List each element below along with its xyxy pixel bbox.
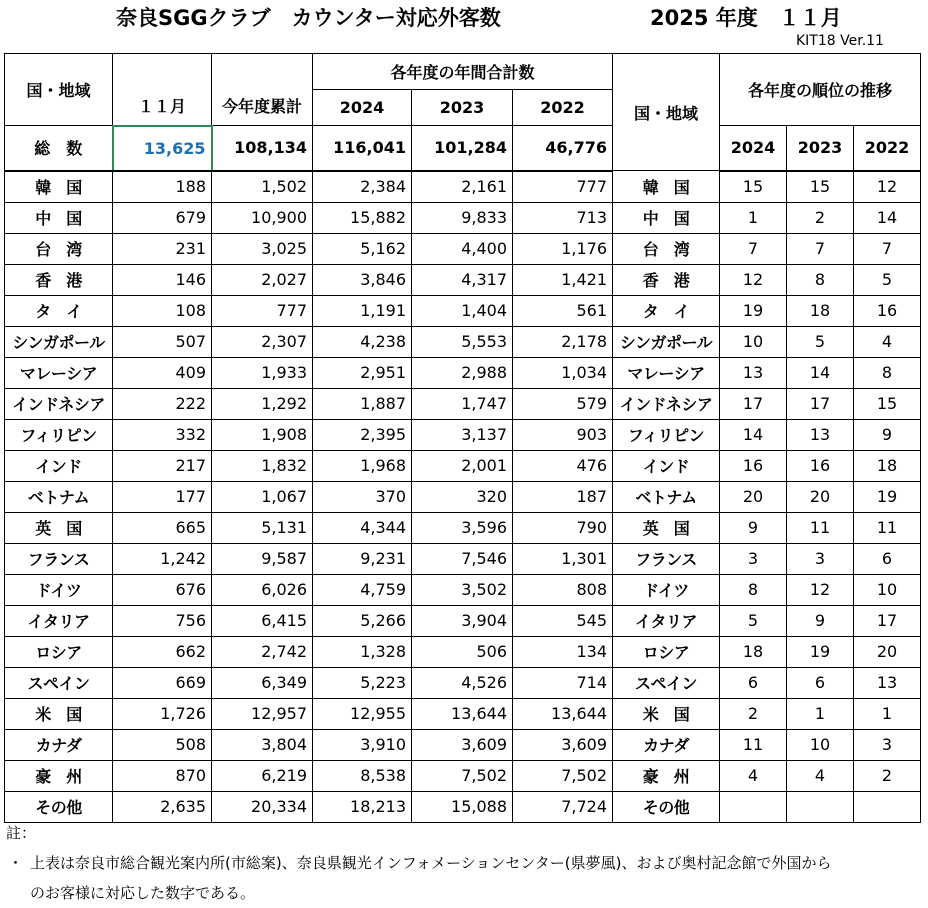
- region-name: インド: [5, 450, 113, 481]
- rank-2024: 1: [720, 202, 787, 233]
- region-name-right: ドイツ: [613, 574, 720, 605]
- rank-2023: 13: [787, 419, 854, 450]
- month-count: 870: [113, 760, 212, 791]
- rank-2022: 14: [854, 202, 921, 233]
- annual-2023: 2,001: [412, 450, 513, 481]
- rank-2023: 2: [787, 202, 854, 233]
- rank-2022: 19: [854, 481, 921, 512]
- region-name: ロシア: [5, 636, 113, 667]
- annual-2023: 2,161: [412, 171, 513, 203]
- ytd-count: 1,908: [212, 419, 313, 450]
- rank-2023: 17: [787, 388, 854, 419]
- table-row: [5, 295, 921, 326]
- month-count: 1,726: [113, 698, 212, 729]
- rank-2022: [854, 791, 921, 822]
- annual-2022: 2,178: [513, 326, 613, 357]
- region-name: 米 国: [5, 698, 113, 729]
- region-name-right: 韓 国: [613, 171, 720, 203]
- notes-line-1: [8, 852, 831, 873]
- month-count: 669: [113, 667, 212, 698]
- annual-2024: 2,384: [313, 171, 412, 203]
- rank-2024: 17: [720, 388, 787, 419]
- region-name: カナダ: [5, 729, 113, 760]
- rank-2023: 12: [787, 574, 854, 605]
- annual-2024: 1,887: [313, 388, 412, 419]
- annual-2024: 5,223: [313, 667, 412, 698]
- region-name-right: インド: [613, 450, 720, 481]
- annual-2024: 1,328: [313, 636, 412, 667]
- ytd-count: 6,349: [212, 667, 313, 698]
- annual-2022: 3,609: [513, 729, 613, 760]
- month-count: 332: [113, 419, 212, 450]
- table-row: [5, 171, 921, 203]
- ytd-count: 3,025: [212, 233, 313, 264]
- annual-2024: 15,882: [313, 202, 412, 233]
- table-row: [5, 326, 921, 357]
- annual-2024: 2,951: [313, 357, 412, 388]
- annual-2023: 1,747: [412, 388, 513, 419]
- table-row: [5, 729, 921, 760]
- rank-2023: 16: [787, 450, 854, 481]
- ytd-count: 6,219: [212, 760, 313, 791]
- annual-2024: 9,231: [313, 543, 412, 574]
- month-header: １１月: [113, 54, 212, 126]
- annual-2023: 15,088: [412, 791, 513, 822]
- annual-2023: 9,833: [412, 202, 513, 233]
- table-row: [5, 202, 921, 233]
- total-ytd: 108,134: [212, 126, 313, 171]
- rank-2023: 9: [787, 605, 854, 636]
- rank-2022-header: 2022: [854, 126, 921, 171]
- annual-2023: 13,644: [412, 698, 513, 729]
- rank-2023: [787, 791, 854, 822]
- ytd-header: 今年度累計: [212, 54, 313, 126]
- month-count: 217: [113, 450, 212, 481]
- rank-trend-header: 各年度の順位の推移: [720, 54, 921, 126]
- annual-2024: 2,395: [313, 419, 412, 450]
- annual-2022: 777: [513, 171, 613, 203]
- rank-2024: 8: [720, 574, 787, 605]
- rank-2024: 12: [720, 264, 787, 295]
- rank-2023: 15: [787, 171, 854, 203]
- region-name: 台 湾: [5, 233, 113, 264]
- annual-2024: 12,955: [313, 698, 412, 729]
- rank-2022: 15: [854, 388, 921, 419]
- rank-2024: 14: [720, 419, 787, 450]
- region-name: 豪 州: [5, 760, 113, 791]
- region-name: 香 港: [5, 264, 113, 295]
- ytd-count: 10,900: [212, 202, 313, 233]
- table-row: [5, 264, 921, 295]
- region-name: その他: [5, 791, 113, 822]
- month-count: 108: [113, 295, 212, 326]
- rank-2023: 5: [787, 326, 854, 357]
- month-count: 679: [113, 202, 212, 233]
- region-name-right: スペイン: [613, 667, 720, 698]
- annual-2023: 4,526: [412, 667, 513, 698]
- ytd-count: 777: [212, 295, 313, 326]
- month-count: 508: [113, 729, 212, 760]
- table-row: [5, 791, 921, 822]
- rank-2022: 4: [854, 326, 921, 357]
- rank-2023: 8: [787, 264, 854, 295]
- table-row: [5, 419, 921, 450]
- table-row: [5, 543, 921, 574]
- month-count: 177: [113, 481, 212, 512]
- rank-2024: 13: [720, 357, 787, 388]
- month-count: 409: [113, 357, 212, 388]
- month-count: 676: [113, 574, 212, 605]
- month-count: 1,242: [113, 543, 212, 574]
- region-name: スペイン: [5, 667, 113, 698]
- rank-2022: 16: [854, 295, 921, 326]
- table-row: [5, 233, 921, 264]
- total-2024: 116,041: [313, 126, 412, 171]
- month-count: 222: [113, 388, 212, 419]
- annual-2024: 4,344: [313, 512, 412, 543]
- region-name-right: タ イ: [613, 295, 720, 326]
- region-name-right: 中 国: [613, 202, 720, 233]
- rank-2023: 18: [787, 295, 854, 326]
- total-2023: 101,284: [412, 126, 513, 171]
- table-row: [5, 481, 921, 512]
- table-row: [5, 357, 921, 388]
- rank-2023: 10: [787, 729, 854, 760]
- region-header-right: 国・地域: [613, 54, 720, 171]
- rank-2024: 3: [720, 543, 787, 574]
- ytd-count: 2,307: [212, 326, 313, 357]
- rank-2023: 19: [787, 636, 854, 667]
- notes-line-2: [8, 882, 255, 903]
- total-2022: 46,776: [513, 126, 613, 171]
- region-name-right: フランス: [613, 543, 720, 574]
- rank-2022: 3: [854, 729, 921, 760]
- ytd-count: 5,131: [212, 512, 313, 543]
- region-name-right: その他: [613, 791, 720, 822]
- annual-2023: 1,404: [412, 295, 513, 326]
- rank-2024: 6: [720, 667, 787, 698]
- region-name-right: イタリア: [613, 605, 720, 636]
- rank-2023: 14: [787, 357, 854, 388]
- annual-2023: 2,988: [412, 357, 513, 388]
- region-name-right: 台 湾: [613, 233, 720, 264]
- region-name-right: 米 国: [613, 698, 720, 729]
- year-2022-header: 2022: [513, 90, 613, 126]
- rank-2022: 6: [854, 543, 921, 574]
- notes-text-2: のお客様に対応した数字である。: [30, 884, 256, 902]
- rank-2022: 11: [854, 512, 921, 543]
- rank-2023: 11: [787, 512, 854, 543]
- ytd-count: 1,832: [212, 450, 313, 481]
- rank-2024: 19: [720, 295, 787, 326]
- region-name-right: 香 港: [613, 264, 720, 295]
- annual-2022: 1,034: [513, 357, 613, 388]
- annual-2024: 1,968: [313, 450, 412, 481]
- region-name: ドイツ: [5, 574, 113, 605]
- table-row: [5, 512, 921, 543]
- annual-2024: 5,162: [313, 233, 412, 264]
- annual-2023: 4,400: [412, 233, 513, 264]
- region-name-right: シンガポール: [613, 326, 720, 357]
- annual-2022: 713: [513, 202, 613, 233]
- annual-2024: 3,846: [313, 264, 412, 295]
- annual-2024: 5,266: [313, 605, 412, 636]
- region-name-right: 豪 州: [613, 760, 720, 791]
- ytd-count: 12,957: [212, 698, 313, 729]
- month-count: 146: [113, 264, 212, 295]
- table-row: [5, 605, 921, 636]
- month-count: 756: [113, 605, 212, 636]
- month-count: 231: [113, 233, 212, 264]
- region-name: 中 国: [5, 202, 113, 233]
- rank-2022: 7: [854, 233, 921, 264]
- rank-2023: 3: [787, 543, 854, 574]
- region-name: マレーシア: [5, 357, 113, 388]
- rank-2024: 10: [720, 326, 787, 357]
- annual-2024: 18,213: [313, 791, 412, 822]
- rank-2023: 4: [787, 760, 854, 791]
- annual-2022: 545: [513, 605, 613, 636]
- rank-2022: 9: [854, 419, 921, 450]
- table-row: [5, 574, 921, 605]
- ytd-count: 6,026: [212, 574, 313, 605]
- rank-2024: 18: [720, 636, 787, 667]
- annual-2023: 3,596: [412, 512, 513, 543]
- rank-2023: 6: [787, 667, 854, 698]
- region-name: フィリピン: [5, 419, 113, 450]
- table-row: [5, 450, 921, 481]
- rank-2022: 12: [854, 171, 921, 203]
- annual-2022: 1,301: [513, 543, 613, 574]
- table-row: [5, 760, 921, 791]
- rank-2024: 9: [720, 512, 787, 543]
- rank-2024: 7: [720, 233, 787, 264]
- version-label: KIT18 Ver.11: [796, 33, 884, 49]
- annual-2022: 1,421: [513, 264, 613, 295]
- table-row: [5, 698, 921, 729]
- total-month: 13,625: [113, 126, 212, 171]
- region-name: タ イ: [5, 295, 113, 326]
- rank-2022: 1: [854, 698, 921, 729]
- rank-2022: 17: [854, 605, 921, 636]
- month-count: 662: [113, 636, 212, 667]
- rank-2024: 4: [720, 760, 787, 791]
- visitor-count-table: [4, 53, 921, 823]
- annual-2023: 3,502: [412, 574, 513, 605]
- rank-2024: 20: [720, 481, 787, 512]
- annual-2022: 13,644: [513, 698, 613, 729]
- annual-2024: 1,191: [313, 295, 412, 326]
- ytd-count: 2,027: [212, 264, 313, 295]
- ytd-count: 2,742: [212, 636, 313, 667]
- rank-2022: 13: [854, 667, 921, 698]
- table-row: [5, 388, 921, 419]
- annual-2022: 808: [513, 574, 613, 605]
- region-header: 国・地域: [5, 54, 113, 126]
- rank-2024: 16: [720, 450, 787, 481]
- annual-total-header: 各年度の年間合計数: [313, 54, 613, 90]
- region-name-right: ロシア: [613, 636, 720, 667]
- rank-2024: 15: [720, 171, 787, 203]
- rank-2022: 18: [854, 450, 921, 481]
- region-name-right: マレーシア: [613, 357, 720, 388]
- rank-2022: 20: [854, 636, 921, 667]
- rank-2024-header: 2024: [720, 126, 787, 171]
- year-2023-header: 2023: [412, 90, 513, 126]
- ytd-count: 1,502: [212, 171, 313, 203]
- ytd-count: 1,933: [212, 357, 313, 388]
- region-name: シンガポール: [5, 326, 113, 357]
- ytd-count: 3,804: [212, 729, 313, 760]
- ytd-count: 9,587: [212, 543, 313, 574]
- region-name-right: フィリピン: [613, 419, 720, 450]
- annual-2023: 3,904: [412, 605, 513, 636]
- rank-2022: 8: [854, 357, 921, 388]
- ytd-count: 1,292: [212, 388, 313, 419]
- annual-2022: 579: [513, 388, 613, 419]
- notes-bullet: ・: [8, 854, 24, 872]
- annual-2023: 4,317: [412, 264, 513, 295]
- region-name: ベトナム: [5, 481, 113, 512]
- annual-2022: 790: [513, 512, 613, 543]
- annual-2022: 476: [513, 450, 613, 481]
- ytd-count: 20,334: [212, 791, 313, 822]
- rank-2023: 7: [787, 233, 854, 264]
- rank-2023-header: 2023: [787, 126, 854, 171]
- region-name: フランス: [5, 543, 113, 574]
- annual-2022: 134: [513, 636, 613, 667]
- year-2024-header: 2024: [313, 90, 412, 126]
- annual-2024: 4,759: [313, 574, 412, 605]
- region-name-right: 英 国: [613, 512, 720, 543]
- rank-2022: 2: [854, 760, 921, 791]
- fiscal-year-month: 2025 年度 １１月: [650, 6, 842, 30]
- annual-2023: 506: [412, 636, 513, 667]
- table-row: [5, 636, 921, 667]
- annual-2023: 3,609: [412, 729, 513, 760]
- rank-2023: 1: [787, 698, 854, 729]
- table-row: [5, 667, 921, 698]
- month-count: 507: [113, 326, 212, 357]
- notes-label: 註：: [6, 824, 37, 842]
- rank-2024: 5: [720, 605, 787, 636]
- annual-2024: 370: [313, 481, 412, 512]
- region-name-right: ベトナム: [613, 481, 720, 512]
- annual-2022: 1,176: [513, 233, 613, 264]
- annual-2023: 3,137: [412, 419, 513, 450]
- month-count: 188: [113, 171, 212, 203]
- annual-2023: 7,502: [412, 760, 513, 791]
- region-name: 英 国: [5, 512, 113, 543]
- annual-2022: 7,724: [513, 791, 613, 822]
- region-name-right: カナダ: [613, 729, 720, 760]
- annual-2024: 8,538: [313, 760, 412, 791]
- annual-2022: 7,502: [513, 760, 613, 791]
- region-name: 韓 国: [5, 171, 113, 203]
- rank-2022: 10: [854, 574, 921, 605]
- annual-2023: 320: [412, 481, 513, 512]
- ytd-count: 6,415: [212, 605, 313, 636]
- annual-2024: 3,910: [313, 729, 412, 760]
- region-name: イタリア: [5, 605, 113, 636]
- annual-2022: 187: [513, 481, 613, 512]
- ytd-count: 1,067: [212, 481, 313, 512]
- annual-2024: 4,238: [313, 326, 412, 357]
- page-title: 奈良SGGクラブ カウンター対応外客数: [116, 6, 501, 30]
- annual-2022: 561: [513, 295, 613, 326]
- rank-2024: [720, 791, 787, 822]
- month-count: 665: [113, 512, 212, 543]
- annual-2023: 7,546: [412, 543, 513, 574]
- total-label: 総 数: [5, 126, 113, 171]
- region-name-right: インドネシア: [613, 388, 720, 419]
- region-name: インドネシア: [5, 388, 113, 419]
- rank-2023: 20: [787, 481, 854, 512]
- month-count: 2,635: [113, 791, 212, 822]
- rank-2022: 5: [854, 264, 921, 295]
- notes-text-1: 上表は奈良市総合観光案内所(市総案)、奈良県観光インフォメーションセンター(県夢風)、および奥村記念館で外国から: [30, 854, 832, 872]
- rank-2024: 11: [720, 729, 787, 760]
- annual-2022: 714: [513, 667, 613, 698]
- annual-2022: 903: [513, 419, 613, 450]
- rank-2024: 2: [720, 698, 787, 729]
- annual-2023: 5,553: [412, 326, 513, 357]
